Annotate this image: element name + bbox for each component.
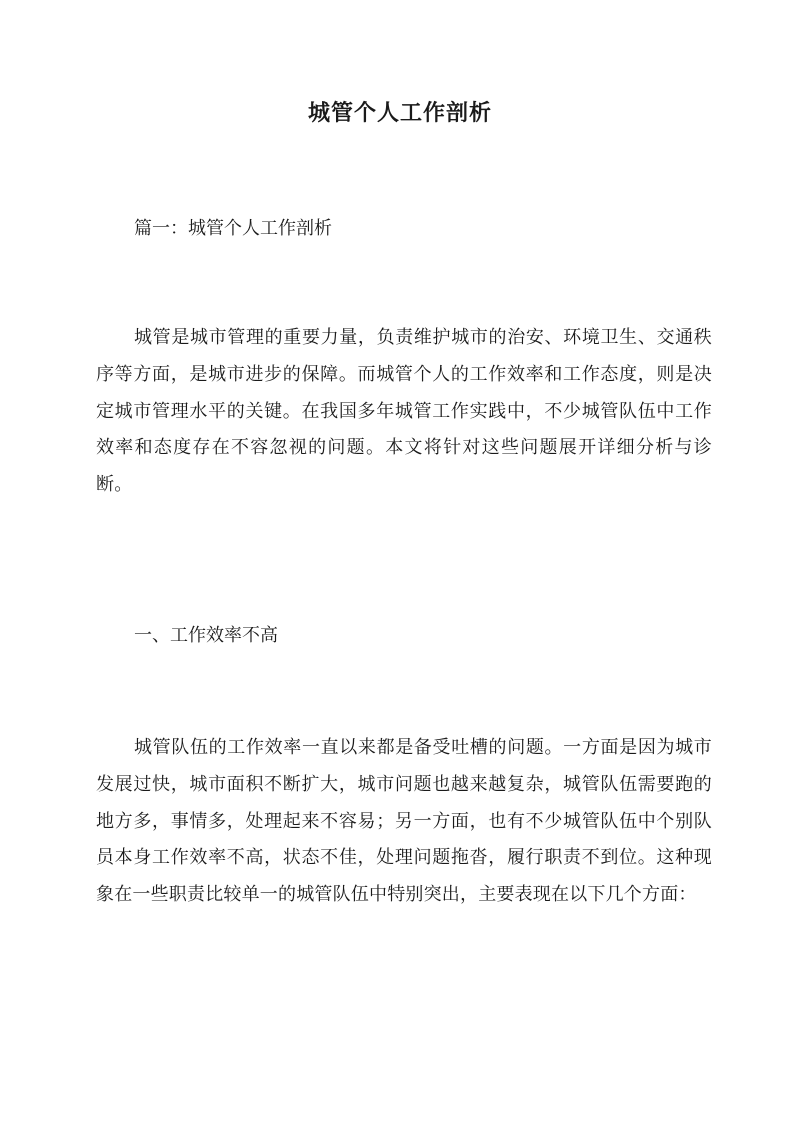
- intro-paragraph: 城管是城市管理的重要力量，负责维护城市的治安、环境卫生、交通秩序等方面，是城市进步的保障。而城管个人的工作效率和工作态度，则是决定城市管理水平的关键。在我国多年城管工作实践中，不少城管队伍中工作效率和态度存在不容忽视的问题。本文将针对这些问题展开详细分析与诊断。: [96, 327, 712, 496]
- section-heading: 篇一：城管个人工作剖析: [134, 218, 332, 239]
- subheading-work-efficiency: 一、工作效率不高: [134, 625, 278, 646]
- document-title: 城管个人工作剖析: [307, 100, 492, 126]
- body-paragraph: 城管队伍的工作效率一直以来都是备受吐槽的问题。一方面是因为城市发展过快，城市面积不断扩大，城市问题也越来越复杂，城管队伍需要跑的地方多，事情多，处理起来不容易；另一方面，也有不少城管队伍中个别队员本身工作效率不高，状态不佳，处理问题拖沓，履行职责不到位。这种现象在一些职责比较单一的城管队伍中特别突出，主要表现在以下几个方面：: [96, 737, 712, 906]
